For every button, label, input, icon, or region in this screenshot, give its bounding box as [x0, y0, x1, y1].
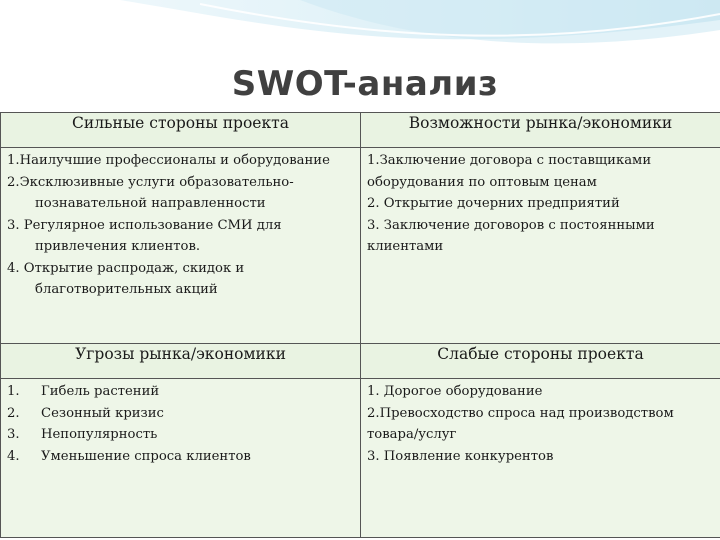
strengths-cell — [1, 148, 361, 344]
opportunities-item: 1.Заключение договора с поставщиками оборудования по оптовым ценам — [367, 153, 652, 190]
weaknesses-header: Слабые стороны проекта — [361, 344, 720, 379]
strengths-header: Сильные стороны проекта — [1, 113, 361, 148]
weaknesses-item: 1. Дорогое оборудование — [367, 384, 543, 399]
strengths-item: 4. Открытие распродаж, скидок и благотворительных акций — [7, 260, 245, 297]
weaknesses-cell — [361, 379, 720, 538]
strengths-item: 2.Эксклюзивные услуги образовательно-познавательной направленности — [7, 174, 294, 211]
body-row-bottom — [1, 379, 720, 538]
threats-item: 4. Уменьшение спроса клиентов — [7, 448, 251, 464]
threats-header: Угрозы рынка/экономики — [1, 344, 361, 379]
header-row-bottom — [1, 344, 720, 379]
strengths-item: 1.Наилучшие профессионалы и оборудование — [7, 153, 330, 168]
swot-table — [0, 112, 720, 538]
page-title: SWOT-анализ — [231, 64, 499, 104]
threats-item: 3. Непопулярность — [7, 427, 158, 442]
opportunities-cell — [361, 148, 720, 344]
weaknesses-item: 3. Появление конкурентов — [367, 448, 554, 464]
weaknesses-item: 2.Превосходство спроса над производством товара/услуг — [367, 405, 674, 442]
threats-cell — [1, 379, 361, 538]
opportunities-item: 2. Открытие дочерних предприятий — [367, 196, 620, 211]
opportunities-item: 3. Заключение договоров с постоянными клиентами — [367, 217, 655, 254]
strengths-item: 3. Регулярное использование СМИ для привлечения клиентов. — [7, 217, 282, 254]
threats-item: 1. Гибель растений — [7, 384, 160, 399]
opportunities-header: Возможности рынка/экономики — [361, 113, 720, 148]
body-row-top — [1, 148, 720, 344]
threats-item: 2. Сезонный кризис — [7, 405, 164, 421]
header-row-top — [1, 113, 720, 148]
